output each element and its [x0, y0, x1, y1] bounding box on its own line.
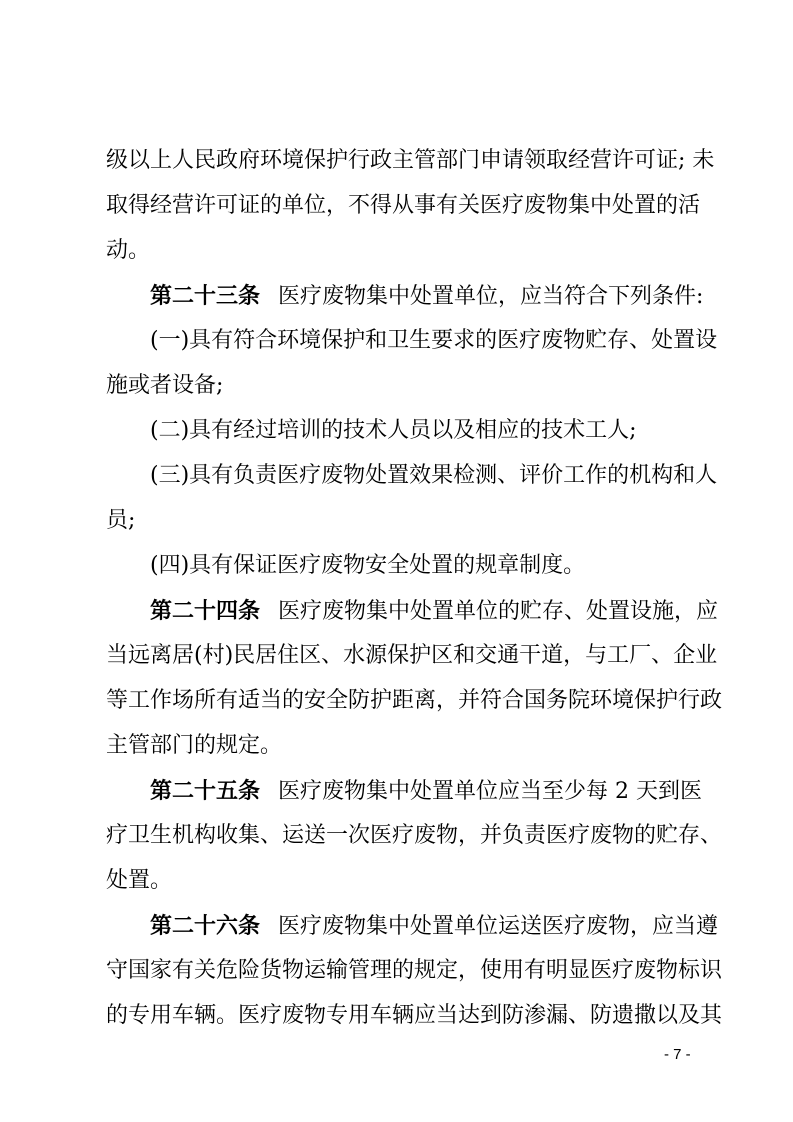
- paragraph-line: 主管部门的规定。: [106, 733, 283, 758]
- paragraph-line: 处置。: [106, 868, 173, 893]
- article-title: 第二十六条: [150, 913, 261, 939]
- paragraph-line: 的专用车辆。医疗废物专用车辆应当达到防渗漏、防遗撒以及其: [106, 1003, 723, 1028]
- article-24: [150, 596, 719, 627]
- article-23: [150, 281, 704, 312]
- clause-line: (四)具有保证医疗废物安全处置的规章制度。: [150, 553, 586, 578]
- article-text: 医疗废物集中处置单位，应当符合下列条件:: [278, 284, 704, 309]
- article-text: 医疗废物集中处置单位应当至少每 2 天到医: [278, 779, 703, 804]
- paragraph-line: 取得经营许可证的单位，不得从事有关医疗废物集中处置的活: [106, 193, 701, 218]
- clause-line: (一)具有符合环境保护和卫生要求的医疗废物贮存、处置设: [150, 328, 718, 353]
- article-text: 医疗废物集中处置单位运送医疗废物，应当遵: [278, 914, 719, 939]
- clause-line: (二)具有经过培训的技术人员以及相应的技术工人;: [150, 418, 637, 443]
- clause-line: 员;: [106, 508, 136, 533]
- paragraph-line: 等工作场所有适当的安全防护距离，并符合国务院环境保护行政: [106, 688, 723, 713]
- article-title: 第二十五条: [150, 778, 261, 804]
- page-number: - 7 -: [664, 1046, 691, 1063]
- paragraph-line: 动。: [106, 238, 151, 263]
- article-title: 第二十三条: [150, 283, 261, 309]
- article-text: 医疗废物集中处置单位的贮存、处置设施，应: [278, 599, 719, 624]
- article-25: [150, 776, 703, 807]
- paragraph-line: 疗卫生机构收集、运送一次医疗废物，并负责医疗废物的贮存、: [106, 823, 723, 848]
- article-title: 第二十四条: [150, 598, 261, 624]
- paragraph-line: 当远离居(村)民居住区、水源保护区和交通干道，与工厂、企业: [106, 643, 718, 668]
- paragraph-line: 级以上人民政府环境保护行政主管部门申请领取经营许可证; 未: [106, 148, 715, 173]
- clause-line: 施或者设备;: [106, 373, 224, 398]
- paragraph-line: 守国家有关危险货物运输管理的规定，使用有明显医疗废物标识: [106, 958, 723, 983]
- article-26: [150, 911, 719, 942]
- clause-line: (三)具有负责医疗废物处置效果检测、评价工作的机构和人: [150, 463, 718, 488]
